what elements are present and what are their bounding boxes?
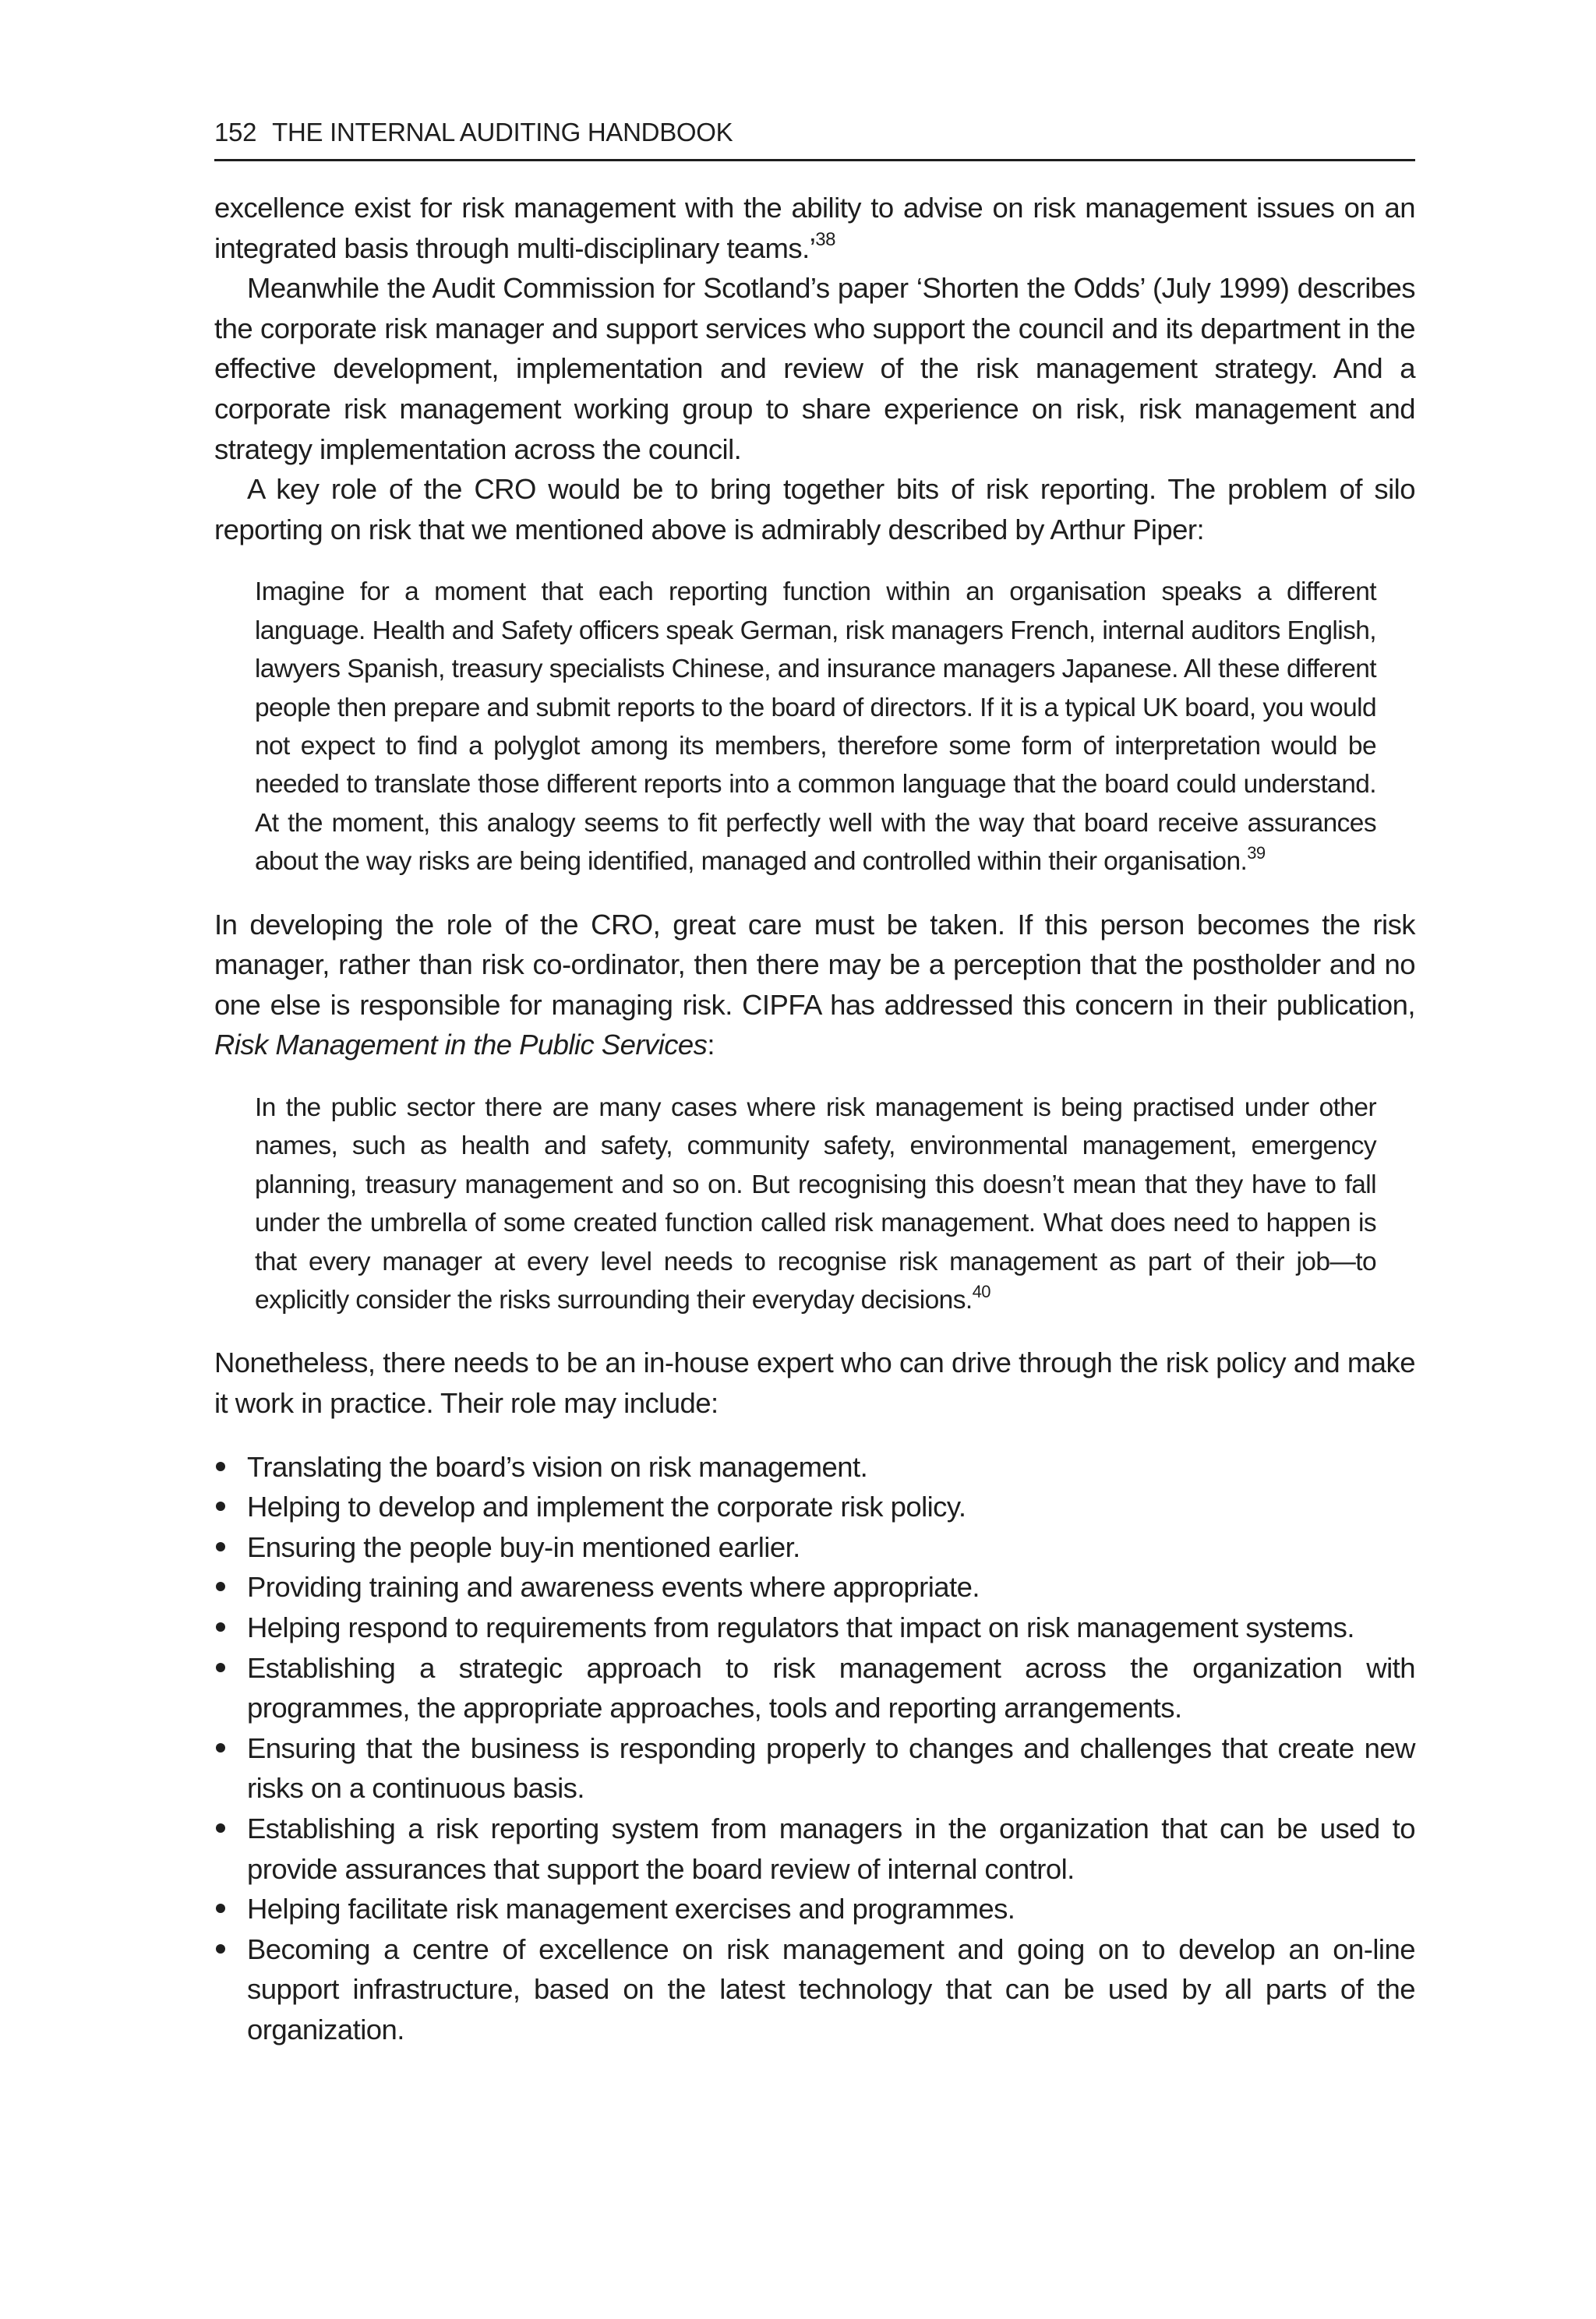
- paragraph-5: Nonetheless, there needs to be an in-house expert who can drive through the risk policy and make it work in practice. Their role may include:: [214, 1347, 1415, 1419]
- bullet-icon: [216, 1622, 225, 1632]
- book-title: THE INTERNAL AUDITING HANDBOOK: [272, 118, 733, 146]
- list-item: Becoming a centre of excellence on risk management and going on to develop an on-line support infrastructure, based on the latest technology that can be used by all parts of the organization.: [214, 1929, 1415, 2050]
- list-item: Helping facilitate risk management exercises and programmes.: [214, 1889, 1415, 1929]
- quote-2-text: In the public sector there are many cases where risk management is being practised under other names, such as health and safety, community safety, environmental management, emergency planning, treasury management and so on. But recognising this doesn’t mean that they have to fall under the umbrella of some created function called risk management. What does need to happen is that every manager at every level needs to recognise risk management as part of their job—to explicitly consider the risks surrounding their everyday decisions.: [255, 1092, 1376, 1315]
- block-quote-cipfa: [255, 1089, 1376, 1319]
- bullet-icon: [216, 1823, 225, 1833]
- list-item: Establishing a strategic approach to risk management across the organization with programmes, the appropriate approaches, tools and reporting arrangements.: [214, 1648, 1415, 1728]
- footnote-ref-39: 39: [1247, 843, 1266, 863]
- list-item: Ensuring the people buy-in mentioned earlier.: [214, 1527, 1415, 1568]
- footnote-ref-38: 38: [815, 229, 835, 251]
- publication-title: Risk Management in the Public Services: [214, 1029, 708, 1061]
- block-quote-piper: [255, 573, 1376, 881]
- body-text: [214, 188, 1415, 2050]
- role-bullet-list: [214, 1447, 1415, 2050]
- bullet-icon: [216, 1904, 225, 1913]
- page: [214, 117, 1415, 2050]
- list-item: Ensuring that the business is responding properly to changes and challenges that create new risks on a continuous basis.: [214, 1728, 1415, 1809]
- list-item: Translating the board’s vision on risk management.: [214, 1447, 1415, 1488]
- paragraph-2: Meanwhile the Audit Commission for Scotland’s paper ‘Shorten the Odds’ (July 1999) describes the corporate risk manager and support services who support the council and its department in the effective development, implementation and review of the risk management strategy. And a corporate risk management working group to share experience on risk, risk management and strategy implementation across the council.: [214, 272, 1415, 465]
- bullet-icon: [216, 1743, 225, 1752]
- bullet-icon: [216, 1663, 225, 1672]
- paragraph-1: [214, 188, 1415, 268]
- paragraph-4-end: :: [707, 1029, 715, 1061]
- paragraph-4: [214, 905, 1415, 1065]
- bullet-icon: [216, 1944, 225, 1954]
- bullet-icon: [216, 1582, 225, 1591]
- list-item: Helping to develop and implement the corporate risk policy.: [214, 1487, 1415, 1527]
- paragraph-1-text: excellence exist for risk management with the ability to advise on risk management issues on an integrated basis through multi-disciplinary teams.’: [214, 192, 1415, 264]
- bullet-icon: [216, 1502, 225, 1511]
- paragraph-4-text: In developing the role of the CRO, great care must be taken. If this person becomes the risk manager, rather than risk co-ordinator, then there may be a perception that the postholder and no one else is responsible for managing risk. CIPFA has addressed this concern in their publication,: [214, 908, 1415, 1021]
- quote-1-text: Imagine for a moment that each reporting function within an organisation speaks a different language. Health and Safety officers speak German, risk managers French, internal auditors English, lawyers Spanish, treasury specialists Chinese, and insurance managers Japanese. All these different people then prepare and submit reports to the board of directors. If it is a typical UK board, you would not expect to find a polyglot among its members, therefore some form of interpretation would be needed to translate those different reports into a common language that the board could understand. At the moment, this analogy seems to fit perfectly well with the way that board receive assurances about the way risks are being identified, managed and controlled within their organisation.: [255, 577, 1376, 877]
- bullet-icon: [216, 1542, 225, 1551]
- bullet-icon: [216, 1462, 225, 1471]
- page-number: 152: [214, 118, 257, 146]
- list-item: Helping respond to requirements from regulators that impact on risk management systems.: [214, 1608, 1415, 1648]
- paragraph-3: A key role of the CRO would be to bring together bits of risk reporting. The problem of silo reporting on risk that we mentioned above is admirably described by Arthur Piper:: [214, 473, 1415, 545]
- footnote-ref-40: 40: [972, 1281, 990, 1301]
- list-item: Providing training and awareness events where appropriate.: [214, 1567, 1415, 1608]
- running-header: [214, 117, 1415, 161]
- list-item: Establishing a risk reporting system from managers in the organization that can be used to provide assurances that support the board review of internal control.: [214, 1809, 1415, 1889]
